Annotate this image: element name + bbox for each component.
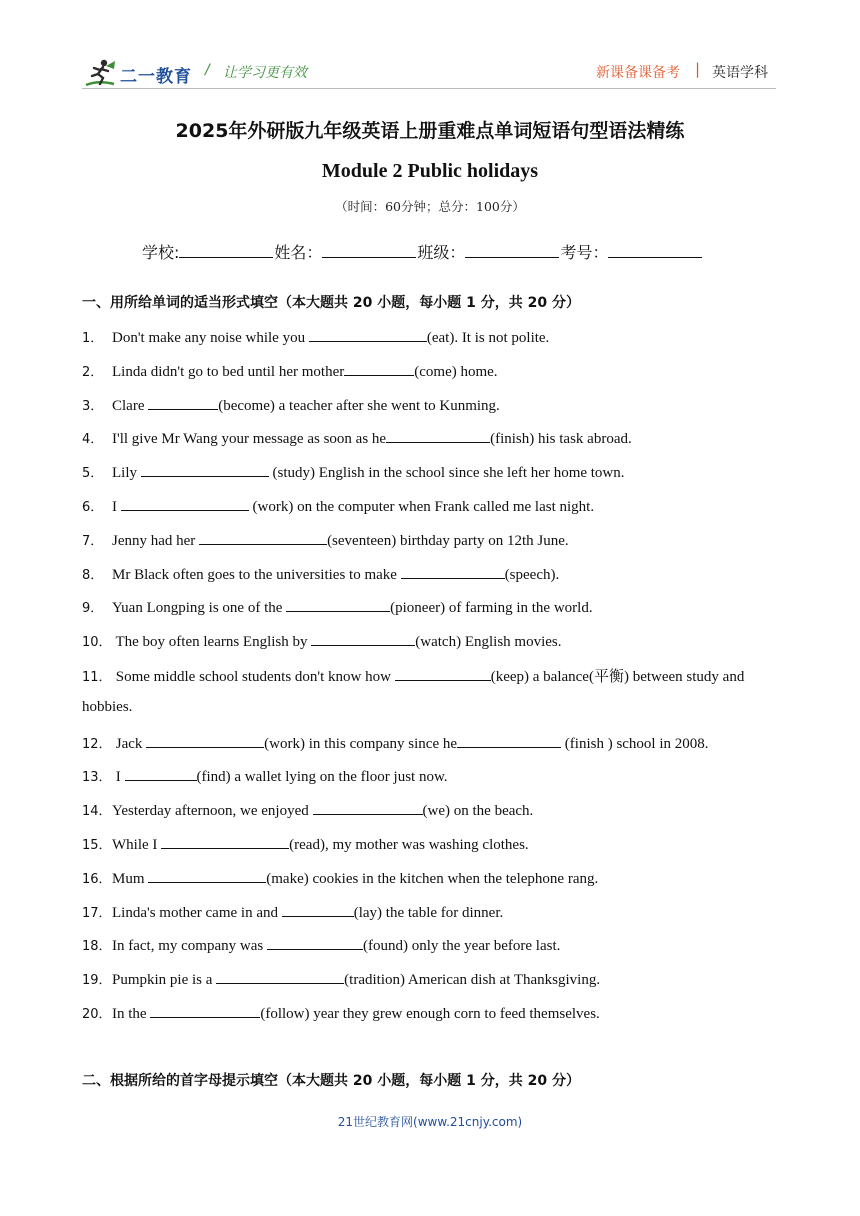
slogan: 让学习更有效: [223, 65, 307, 81]
question-row: [82, 327, 782, 347]
answer-blank[interactable]: [309, 327, 427, 342]
question-row: [82, 935, 782, 955]
question-row: [82, 699, 782, 716]
question-text-before: I: [112, 769, 125, 786]
answer-blank[interactable]: [199, 530, 327, 545]
question-text-before: While I: [112, 837, 162, 853]
question-text-before: Jack: [112, 735, 147, 752]
question-number: 4．: [82, 432, 104, 448]
question-row: [82, 766, 782, 786]
student-info-row: [142, 240, 703, 263]
answer-blank[interactable]: [401, 564, 505, 579]
header-separator: |: [695, 60, 701, 78]
question-text-after: (work) in this company since he: [264, 735, 458, 752]
slogan-slash: /: [205, 62, 210, 78]
question-number: 8．: [82, 567, 104, 583]
question-text-before: hobbies.: [82, 698, 133, 715]
header-course-label: 新课备课备考: [596, 65, 680, 81]
question-text-after: (study) English in the school since she left her home town.: [268, 465, 625, 482]
question-row: [82, 395, 782, 415]
name-blank[interactable]: [322, 242, 416, 258]
question-text-after: (speech).: [504, 566, 560, 583]
question-row: [82, 800, 782, 820]
answer-blank[interactable]: [344, 361, 414, 376]
question-number: 20．: [82, 1007, 112, 1022]
question-text-before: Clare: [112, 397, 149, 414]
answer-blank[interactable]: [286, 597, 390, 612]
answer-blank[interactable]: [311, 631, 415, 646]
question-text-after: (follow) year they grew enough corn to feed themselves.: [260, 1006, 600, 1022]
answer-blank[interactable]: [267, 935, 363, 950]
question-number: 13．: [82, 770, 112, 786]
answer-blank[interactable]: [125, 766, 197, 781]
question-text-after: (pioneer) of farming in the world.: [390, 600, 593, 617]
question-number: 12．: [82, 736, 112, 752]
question-number: 19．: [82, 973, 112, 989]
question-text-before: Linda didn't go to bed until her mother: [112, 363, 345, 380]
question-text-before: Some middle school students don't know how: [112, 669, 395, 685]
header-subject: 英语学科: [712, 65, 768, 81]
question-number: 11．: [82, 670, 112, 685]
logo-text: 二一教育: [120, 67, 192, 87]
question-row: [82, 902, 782, 922]
question-text-after: (finish) his task abroad.: [490, 431, 632, 448]
question-row: [82, 1003, 782, 1023]
question-text-after: (lay) the table for dinner.: [353, 904, 504, 921]
question-text-after: (watch) English movies.: [415, 634, 562, 651]
info-label-number: 考号：: [560, 243, 609, 262]
question-text-after: (become) a teacher after she went to Kunming.: [218, 397, 500, 414]
answer-blank[interactable]: [395, 666, 491, 681]
answer-blank[interactable]: [313, 800, 423, 815]
question-number: 7．: [82, 533, 104, 549]
answer-blank[interactable]: [141, 462, 269, 477]
answer-blank[interactable]: [148, 395, 218, 410]
question-text-after: (come) home.: [414, 363, 498, 380]
info-label-class: 班级：: [417, 243, 466, 262]
question-text-before: Jenny had her: [112, 532, 200, 549]
section-1-heading: 一、用所给单词的适当形式填空（本大题共 20 小题，每小题 1 分，共 20 分）: [82, 295, 580, 311]
question-row: [82, 462, 782, 482]
info-label-name: 姓名：: [274, 243, 323, 262]
answer-blank[interactable]: [457, 733, 561, 748]
question-row: [82, 665, 782, 686]
runner-logo-icon: [84, 58, 118, 88]
question-number: 17．: [82, 905, 112, 921]
number-blank[interactable]: [608, 242, 702, 258]
question-text-before: I: [112, 499, 121, 515]
answer-blank[interactable]: [161, 834, 289, 849]
question-text-before: Mum: [112, 870, 149, 887]
question-number: 5．: [82, 466, 104, 482]
question-text-before: Yesterday afternoon, we enjoyed: [112, 803, 313, 820]
question-row: [82, 834, 782, 854]
page-header: [0, 0, 860, 90]
question-text-before: I'll give Mr Wang your message as soon as he: [112, 431, 387, 448]
question-text-before: The boy often learns English by: [112, 634, 312, 651]
section-2-heading: 二、根据所给的首字母提示填空（本大题共 20 小题，每小题 1 分，共 20 分）: [82, 1073, 580, 1089]
question-number: 9．: [82, 601, 104, 617]
question-row: [82, 597, 782, 617]
question-text-before: In the: [112, 1006, 151, 1022]
question-text-before: Don't make any noise while you: [112, 330, 309, 346]
question-row: [82, 733, 782, 753]
answer-blank[interactable]: [146, 733, 264, 748]
exam-meta: （时间：60分钟；总分：100分）: [335, 199, 525, 214]
question-number: 15．: [82, 838, 112, 853]
question-text-after: (finish ) school in 2008.: [561, 735, 709, 752]
question-row: [82, 496, 782, 516]
question-text-after: (found) only the year before last.: [362, 938, 561, 955]
question-text-before: Pumpkin pie is a: [112, 972, 217, 989]
logo: [84, 58, 194, 90]
question-number: 16．: [82, 871, 112, 887]
answer-blank[interactable]: [282, 902, 354, 917]
question-number: 18．: [82, 939, 112, 955]
question-text-after: (we) on the beach.: [422, 803, 534, 820]
question-row: [82, 969, 782, 989]
school-blank[interactable]: [179, 242, 273, 258]
question-row: [82, 868, 782, 888]
answer-blank[interactable]: [150, 1003, 260, 1018]
answer-blank[interactable]: [121, 496, 249, 511]
question-text-before: Lily: [112, 465, 141, 482]
question-row: [82, 631, 782, 651]
question-text-after: (seventeen) birthday party on 12th June.: [327, 532, 569, 549]
question-row: [82, 530, 782, 550]
question-number: 3．: [82, 398, 104, 414]
question-number: 10．: [82, 635, 112, 651]
document-title: 2025年外研版九年级英语上册重难点单词短语句型语法精练: [175, 120, 685, 142]
question-number: 2．: [82, 364, 104, 380]
question-text-before: Mr Black often goes to the universities to make: [112, 566, 401, 583]
answer-blank[interactable]: [386, 428, 490, 443]
question-text-after: (eat). It is not polite.: [426, 330, 550, 346]
question-text-after: (read), my mother was washing clothes.: [289, 837, 529, 853]
question-row: [82, 361, 782, 381]
question-text-before: In fact, my company was: [112, 938, 267, 955]
document-subtitle: Module 2 Public holidays: [321, 160, 539, 182]
page-footer: 21世纪教育网(www.21cnjy.com): [337, 1115, 523, 1129]
question-number: 1．: [82, 331, 104, 346]
question-text-before: Linda's mother came in and: [112, 904, 282, 921]
question-text-after: (work) on the computer when Frank called me last night.: [248, 499, 595, 515]
question-number: 6．: [82, 500, 104, 515]
question-text-after: (tradition) American dish at Thanksgiving.: [344, 972, 601, 989]
question-row: [82, 428, 782, 448]
info-label-school: 学校:: [142, 243, 180, 262]
answer-blank[interactable]: [148, 868, 266, 883]
answer-blank[interactable]: [216, 969, 344, 984]
question-number: 14．: [82, 804, 112, 820]
question-text-after: (make) cookies in the kitchen when the telephone rang.: [266, 870, 599, 887]
question-text-before: Yuan Longping is one of the: [112, 600, 287, 617]
question-text-after: (find) a wallet lying on the floor just now.: [196, 769, 448, 786]
header-divider: [82, 88, 776, 89]
question-text-after: (keep) a balance(平衡) between study and: [490, 669, 745, 685]
question-row: [82, 564, 782, 584]
class-blank[interactable]: [465, 242, 559, 258]
